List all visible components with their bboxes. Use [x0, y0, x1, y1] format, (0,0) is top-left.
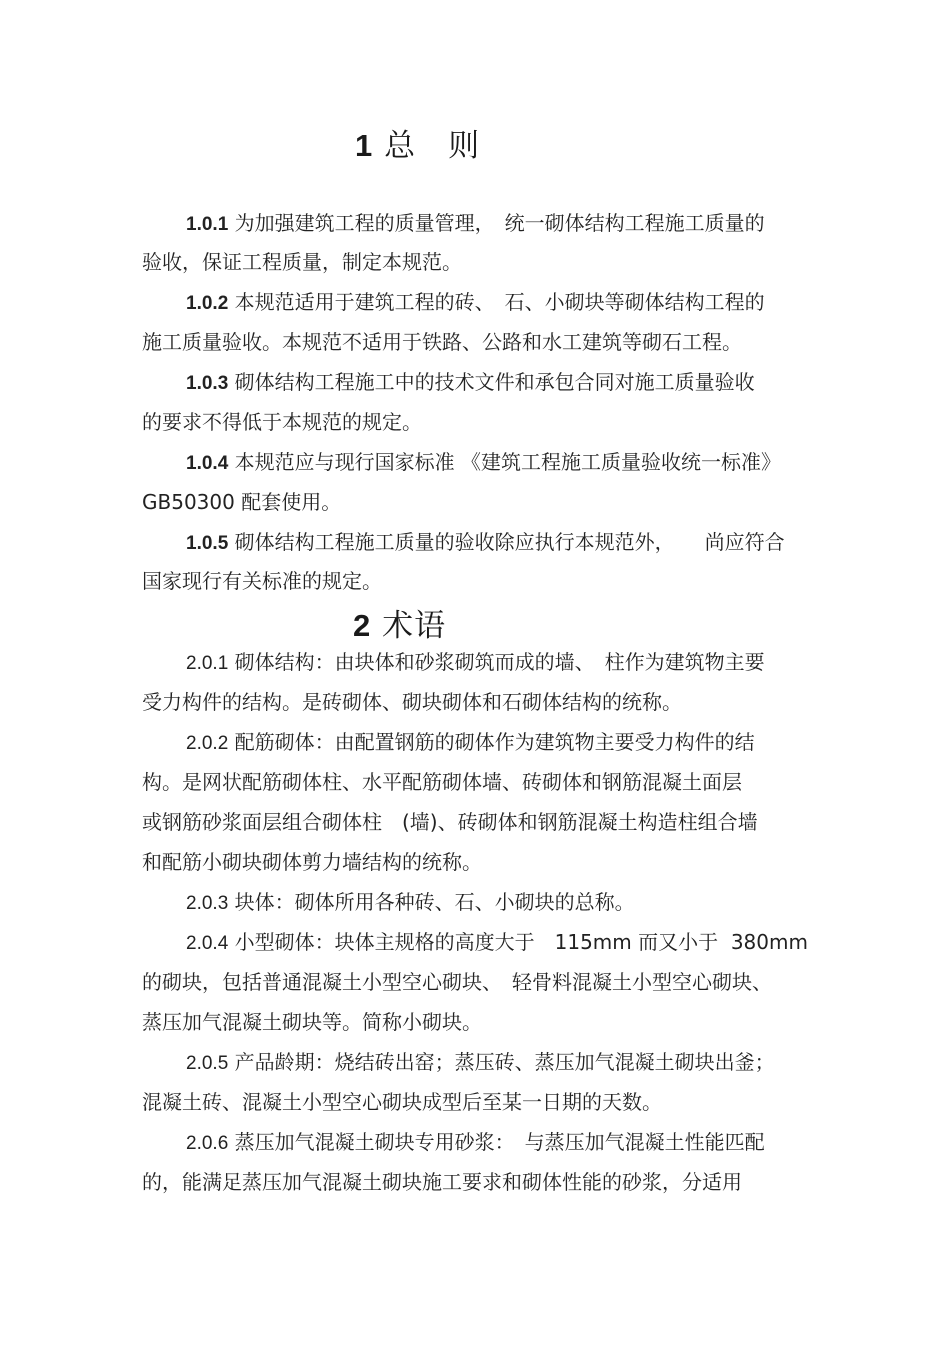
chapter-2-heading [353, 600, 446, 645]
term-2-0-4-continuation: 蒸压加气混凝土砌块等。简称小砌块。 [142, 1010, 482, 1034]
term-2-0-2-continuation: 和配筋小砌块砌体剪力墙结构的统称。 [142, 850, 482, 874]
term-text: 砌体结构：由块体和砂浆砌筑而成的墙、 柱作为建筑物主要 [228, 650, 765, 674]
clause-text: 本规范适用于建筑工程的砖、 石、小砌块等砌体结构工程的 [228, 290, 765, 314]
term-number: 2.0.2 [186, 733, 229, 754]
term-text: 蒸压加气混凝土砌块专用砂浆： 与蒸压加气混凝土性能匹配 [228, 1130, 765, 1154]
clause-1-0-2-continuation: 施工质量验收。本规范不适用于铁路、公路和水工建筑等砌石工程。 [142, 330, 742, 354]
clause-1-0-1 [186, 211, 765, 237]
chapter-number: 2 [353, 608, 372, 643]
clause-1-0-4-continuation: GB50300 配套使用。 [142, 490, 342, 514]
chapter-number: 1 [355, 128, 374, 163]
clause-1-0-5-continuation: 国家现行有关标准的规定。 [142, 569, 382, 593]
clause-number: 1.0.2 [186, 293, 229, 314]
clause-1-0-3 [186, 370, 755, 396]
term-2-0-3 [186, 890, 635, 916]
chapter-title: 总 则 [373, 128, 481, 164]
clause-text: 砌体结构工程施工中的技术文件和承包合同对施工质量验收 [228, 370, 755, 394]
clause-1-0-2 [186, 290, 765, 316]
term-text: 块体：砌体所用各种砖、石、小砌块的总称。 [228, 890, 635, 914]
term-text: 产品龄期：烧结砖出窑；蒸压砖、蒸压加气混凝土砌块出釜； [228, 1050, 775, 1074]
term-2-0-1 [186, 650, 765, 676]
term-text: 小型砌体：块体主规格的高度大于 115mm 而又小于 380mm [228, 930, 808, 954]
term-2-0-2 [186, 730, 755, 756]
term-number: 2.0.6 [186, 1133, 229, 1154]
term-2-0-4-continuation: 的砌块，包括普通混凝土小型空心砌块、 轻骨料混凝土小型空心砌块、 [142, 970, 772, 994]
chapter-1-heading [355, 120, 480, 165]
term-2-0-6-continuation: 的，能满足蒸压加气混凝土砌块施工要求和砌体性能的砂浆，分适用 [142, 1170, 742, 1194]
term-number: 2.0.3 [186, 893, 229, 914]
term-text: 配筋砌体：由配置钢筋的砌体作为建筑物主要受力构件的结 [228, 730, 755, 754]
term-2-0-2-continuation: 构。是网状配筋砌体柱、水平配筋砌体墙、砖砌体和钢筋混凝土面层 [142, 770, 742, 794]
term-2-0-5-continuation: 混凝土砖、混凝土小型空心砌块成型后至某一日期的天数。 [142, 1090, 662, 1114]
clause-1-0-5 [186, 530, 785, 556]
term-2-0-4 [186, 930, 808, 956]
clause-text: 砌体结构工程施工质量的验收除应执行本规范外， 尚应符合 [228, 530, 785, 554]
chapter-title: 术语 [371, 608, 447, 644]
clause-number: 1.0.4 [186, 453, 229, 474]
clause-number: 1.0.5 [186, 533, 229, 554]
clause-1-0-4 [186, 450, 781, 476]
clause-1-0-3-continuation: 的要求不得低于本规范的规定。 [142, 410, 422, 434]
term-number: 2.0.1 [186, 653, 229, 674]
clause-number: 1.0.3 [186, 373, 229, 394]
term-number: 2.0.4 [186, 933, 229, 954]
term-2-0-6 [186, 1130, 765, 1156]
term-2-0-1-continuation: 受力构件的结构。是砖砌体、砌块砌体和石砌体结构的统称。 [142, 690, 682, 714]
clause-1-0-1-continuation: 验收，保证工程质量，制定本规范。 [142, 250, 462, 274]
term-2-0-2-continuation: 或钢筋砂浆面层组合砌体柱 (墙)、砖砌体和钢筋混凝土构造柱组合墙 [142, 810, 758, 834]
clause-text: 为加强建筑工程的质量管理， 统一砌体结构工程施工质量的 [228, 211, 765, 235]
term-2-0-5 [186, 1050, 775, 1076]
clause-number: 1.0.1 [186, 214, 229, 235]
clause-text: 本规范应与现行国家标准 《建筑工程施工质量验收统一标准》 [228, 450, 781, 474]
term-number: 2.0.5 [186, 1053, 229, 1074]
